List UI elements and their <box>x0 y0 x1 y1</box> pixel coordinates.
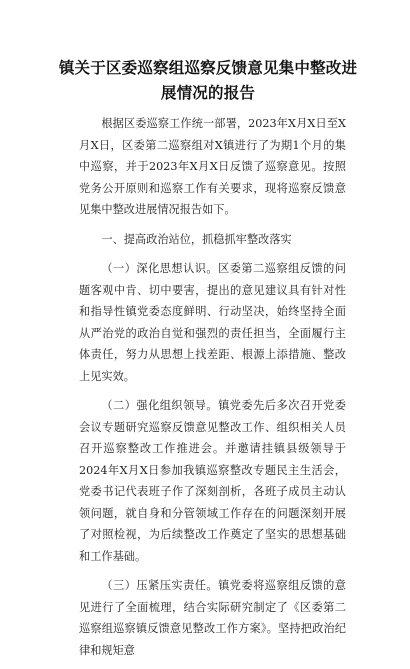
section-heading: 一、提高政治站位，抓稳抓牢整改落实 <box>101 232 292 246</box>
paragraph-tighten-responsibility: （三）压紧压实责任。镇党委将巡察组反馈的意见进行了全面梳理，结合实际研究制定了《区委第二巡察组巡察镇反馈意见整改工作方案》。坚持把政治纪律和规矩意 <box>79 579 346 657</box>
document-title: 镇关于区委巡察组巡察反馈意见集中整改进展情况的报告 <box>58 59 358 102</box>
paragraph-strengthen-leadership: （二）强化组织领导。镇党委先后多次召开党委会议专题研究巡察反馈意见整改工作、组织相关人员召开巡察整改工作推进会。并邀请挂镇县级领导于2024年X月X日参加我镇巡察整改专题民主生活会，党委书记代表班子作了深刻剖析，各班子成员主动认领问题，就自身和分管领域工作存在的问题深刻开展了对照检视，为后续整改工作奠定了坚实的思想基础和工作基础。 <box>79 399 346 563</box>
paragraph-deepen-understanding: （一）深化思想认识。区委第二巡察组反馈的问题客观中肯、切中要害，提出的意见建议具有针对性和指导性镇党委态度鲜明、行动坚决，始终坚持全面从严治党的政治自觉和强烈的责任担当，全面履行主体责任，努力从思想上找差距、根源上添措施、整改上见实效。 <box>79 262 346 383</box>
intro-paragraph: 根据区委巡察工作统一部署，2023年X月X日至X月X日，区委第二巡察组对X镇进行了为期1个月的集中巡察，并于2023年X月X日反馈了巡察意见。按照党务公开原则和巡察工作有关要求，现将巡察反馈意见集中整改进展情况报告如下。 <box>79 117 346 216</box>
document-body <box>79 113 346 669</box>
